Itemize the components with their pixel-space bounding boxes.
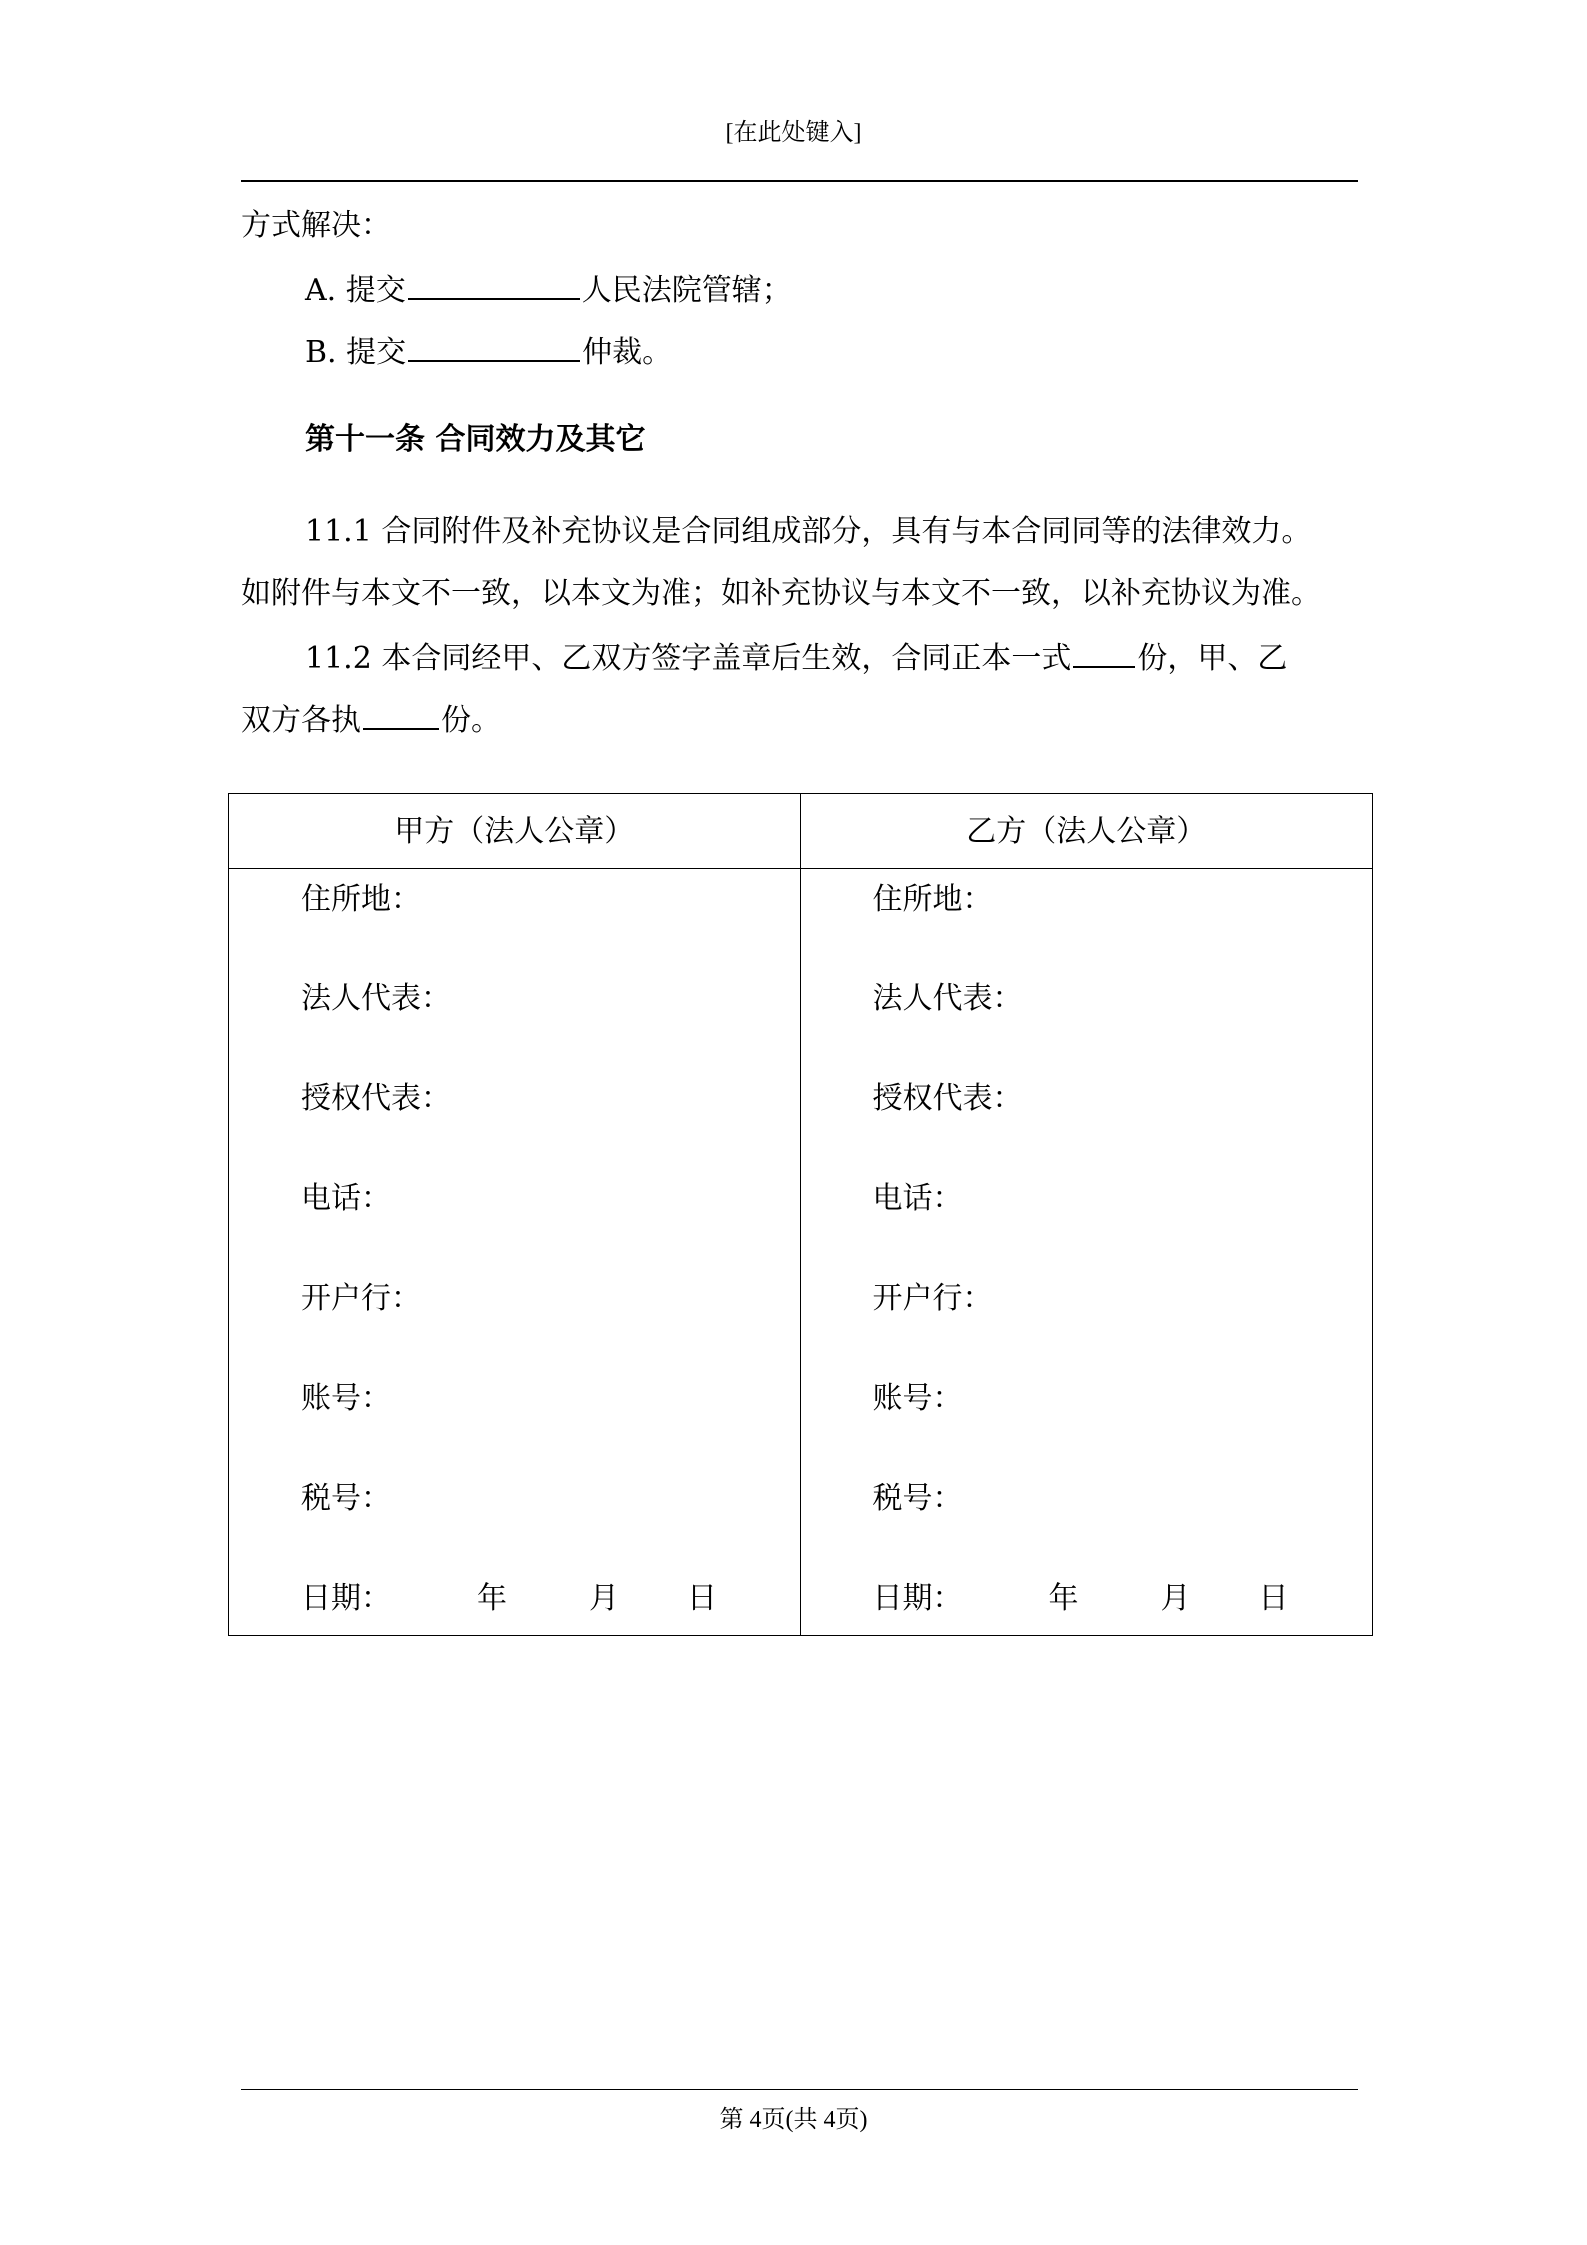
- party-a-authorized-rep-label: 授权代表：: [301, 1081, 451, 1116]
- copies-total-blank[interactable]: [1073, 636, 1135, 668]
- party-b-year: 年: [1048, 1581, 1079, 1616]
- party-b-phone-label: 电话：: [872, 1181, 963, 1216]
- footer-rule: [241, 2089, 1358, 2090]
- page-number: 第 4页(共 4页): [719, 2107, 868, 2133]
- line-method: 方式解决：: [241, 208, 391, 243]
- signature-table: [228, 793, 1373, 1636]
- party-b-account-label: 账号：: [872, 1381, 963, 1416]
- clause-11-2-line1: [305, 636, 1287, 679]
- party-a-day: 日: [687, 1581, 717, 1616]
- copies-each-blank[interactable]: [363, 698, 439, 730]
- clause-11-2-text-a: 11.2 本合同经甲、乙双方签字盖章后生效，合同正本一式: [305, 641, 1072, 676]
- party-a-bank-label: 开户行：: [301, 1281, 421, 1316]
- party-a-year: 年: [477, 1581, 507, 1616]
- party-a-tax-label: 税号：: [301, 1481, 391, 1516]
- party-a-header: 甲方（法人公章）: [229, 794, 800, 869]
- party-b-tax-label: 税号：: [872, 1481, 963, 1516]
- clause-11-2-text-b: 份，甲、乙: [1137, 641, 1288, 676]
- party-a-column: [229, 794, 801, 1635]
- option-a-prefix: A. 提交: [305, 273, 406, 308]
- party-b-authorized-rep-label: 授权代表：: [872, 1081, 1023, 1116]
- option-b-suffix: 仲裁。: [582, 335, 673, 370]
- clause-11-1-line2: 如附件与本文不一致，以本文为准；如补充协议与本文不一致，以补充协议为准。: [241, 576, 1321, 611]
- party-a-address-label: 住所地：: [301, 882, 421, 917]
- party-b-legal-rep-label: 法人代表：: [872, 981, 1023, 1016]
- party-a-date-label: 日期：: [301, 1581, 391, 1616]
- clause-11-2-text-c: 双方各执: [241, 703, 361, 738]
- page-header: [在此处键入]: [725, 120, 862, 146]
- option-b-prefix: B. 提交: [305, 335, 407, 370]
- party-b-date-label: 日期：: [872, 1581, 963, 1616]
- party-b-address-label: 住所地：: [872, 882, 993, 917]
- party-a-month: 月: [589, 1581, 619, 1616]
- party-b-column: [801, 794, 1373, 1635]
- party-a-phone-label: 电话：: [301, 1181, 391, 1216]
- clause-11-2-text-d: 份。: [441, 703, 501, 738]
- option-a-suffix: 人民法院管辖；: [581, 273, 792, 308]
- party-b-month: 月: [1160, 1581, 1191, 1616]
- option-b: [305, 330, 672, 373]
- article-title: 第十一条 合同效力及其它: [305, 422, 646, 457]
- option-a: [305, 268, 792, 311]
- header-rule: [241, 180, 1358, 182]
- party-b-day: 日: [1258, 1581, 1289, 1616]
- party-b-bank-label: 开户行：: [872, 1281, 993, 1316]
- arbitration-blank[interactable]: [408, 330, 580, 362]
- party-b-header: 乙方（法人公章）: [801, 794, 1373, 869]
- party-a-account-label: 账号：: [301, 1381, 391, 1416]
- clause-11-1-line1: 11.1 合同附件及补充协议是合同组成部分，具有与本合同同等的法律效力。: [305, 514, 1312, 549]
- court-blank[interactable]: [408, 268, 580, 300]
- party-a-legal-rep-label: 法人代表：: [301, 981, 451, 1016]
- clause-11-2-line2: [241, 698, 501, 741]
